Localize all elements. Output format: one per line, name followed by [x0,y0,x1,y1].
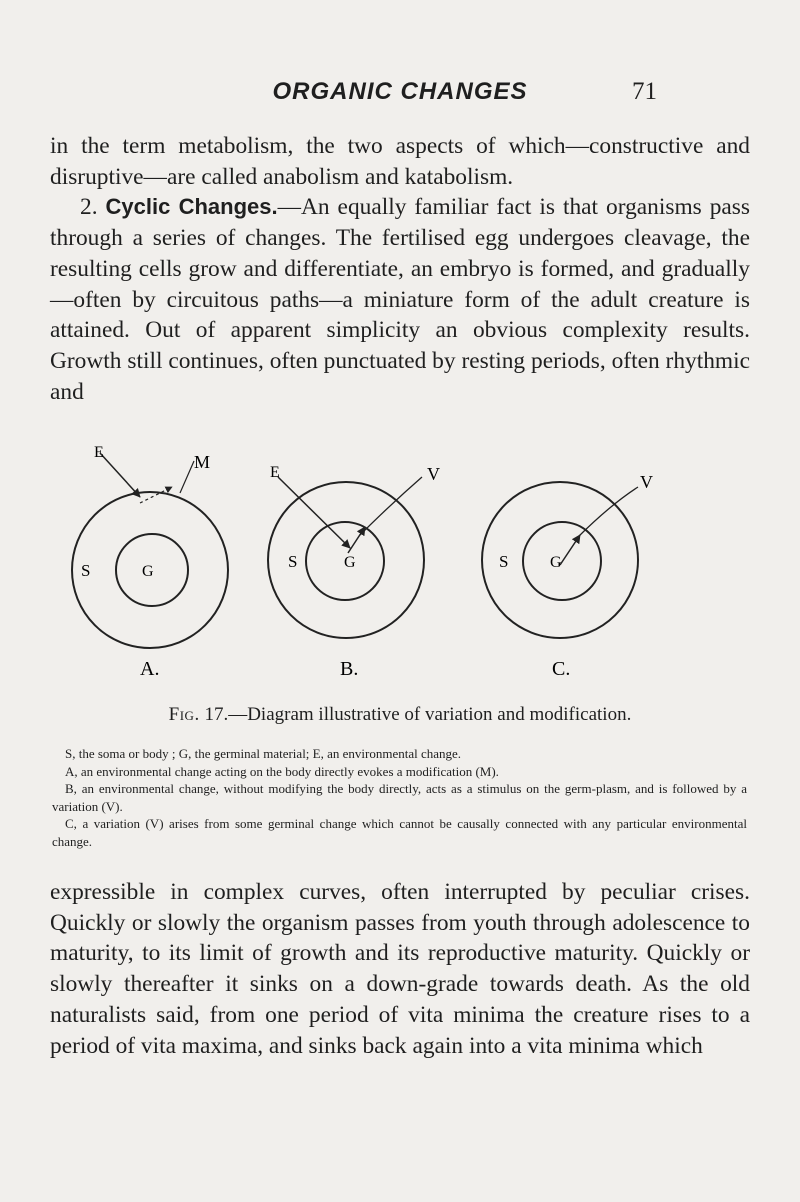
modification-line [180,461,194,493]
running-title: ORGANIC CHANGES [272,78,528,105]
soma-label: S [499,552,509,571]
section-heading: Cyclic Changes. [105,194,278,220]
env-label: E [94,444,104,461]
figure-diagram [60,435,740,685]
figure-legend [52,745,747,850]
env-label: E [270,464,280,481]
caption-text: 17.—Diagram illustrative of variation and modification. [204,704,632,725]
germ-label: G [550,554,562,571]
germ-label: G [344,554,356,571]
paragraph-line: in the term metabolism, the two aspects of which—constructive and disruptive—are called anabolism and katabolism. [50,133,750,190]
variation-arrow [560,535,580,565]
legend-line: B, an environmental change, without modifying the body directly, acts as a stimulus on the germ-plasm, and is followed by a variation (V). [52,781,747,814]
figure-17 [60,435,740,685]
top-label: M [194,452,211,472]
legend-line: C, a variation (V) arises from some germinal change which cannot be causally connected with any particular environmental change. [52,816,747,849]
panel-label: A. [140,658,160,680]
panel-a [72,444,228,680]
section-paragraph [50,192,750,407]
panel-label: B. [340,658,359,680]
figure-caption [0,704,800,726]
legend-line: S, the soma or body ; G, the germinal material; E, an environmental change. [65,746,462,761]
top-label: V [427,464,440,484]
germ-label: G [142,563,154,580]
env-arrow [100,453,140,497]
legend-line: A, an environmental change acting on the body directly evokes a modification (M). [65,763,499,779]
paragraph-top [50,131,750,407]
top-label: V [640,472,653,492]
paragraph-text: expressible in complex curves, often interrupted by peculiar crises. Quickly or slowly the organism passes from youth through adolescence to maturity, to its limit of growth and its reproductive maturity. Quickly or slowly thereafter it sinks on a down-grade towards death. As the old naturalists said, from one period of vita minima the creature rises to a period of vita maxima, and sinks back again into a vita minima which [50,879,750,1059]
section-number: 2. [80,194,98,221]
variation-arrow [348,527,365,553]
caption-prefix: Fig. [168,704,200,725]
paragraph-bottom [50,877,750,1061]
panel-label: C. [552,658,571,680]
soma-label: S [81,561,91,580]
modification-arrow [140,487,172,503]
section-text: —An equally familiar fact is that organisms pass through a series of changes. The fertilised egg undergoes cleavage, the resulting cells grow and differentiate, an embryo is formed, and gradually—often by circuitous paths—a miniature form of the adult creature is attained. Out of apparent simplicity an obvious complexity results. Growth still continues, often punctuated by resting periods, often rhythmic and [50,194,750,405]
panel-b [268,464,440,680]
running-header [0,78,800,112]
soma-label: S [288,552,298,571]
page-number: 71 [632,78,657,105]
panel-c [482,472,653,680]
variation-line [576,487,638,539]
